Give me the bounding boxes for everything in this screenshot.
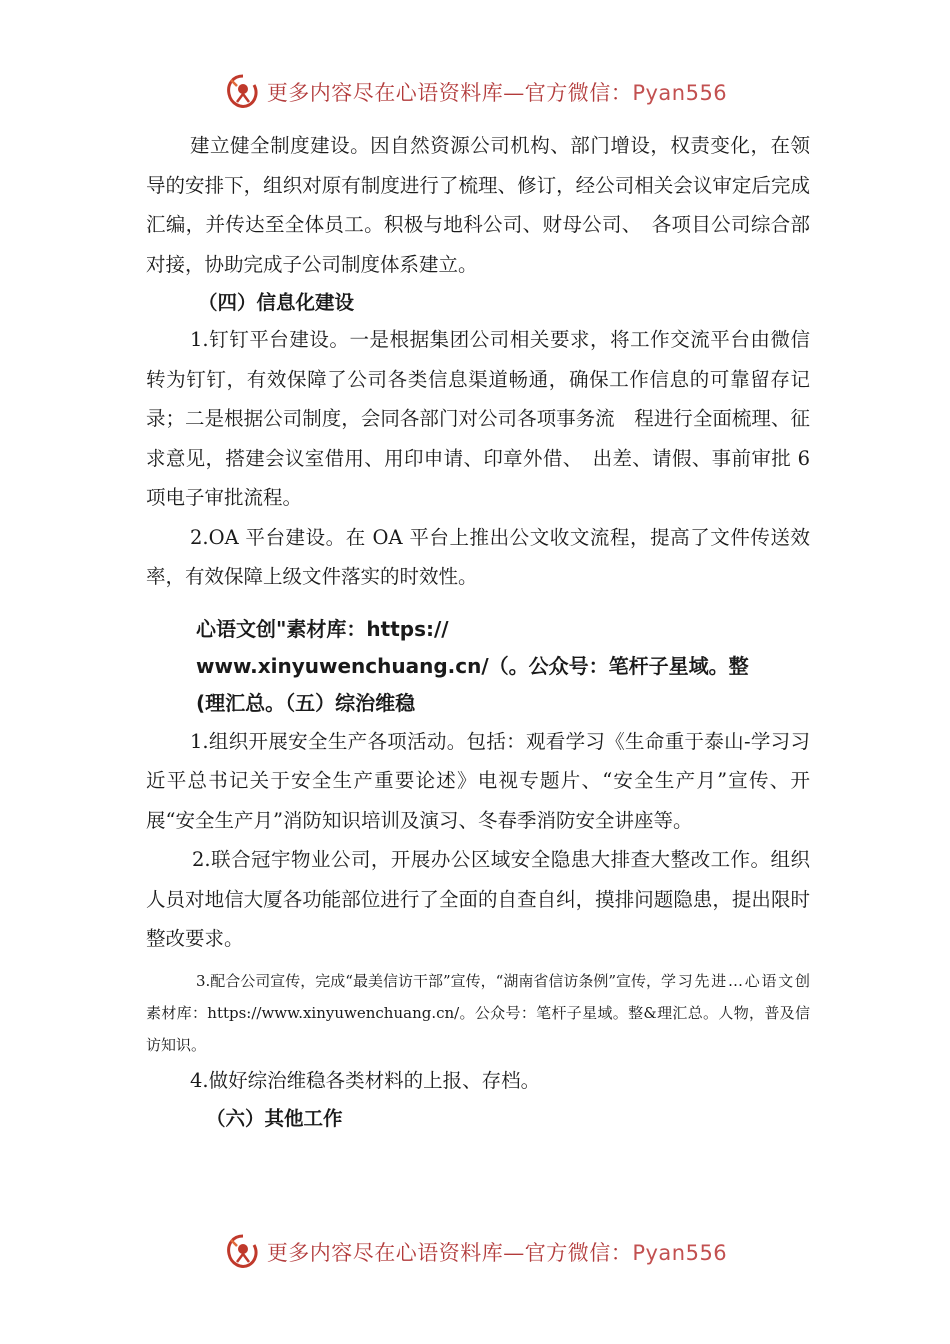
footer-banner [0, 1232, 950, 1272]
paragraph-dingtalk: 1.钉钉平台建设。一是根据集团公司相关要求，将工作交流平台由微信转为钉钉，有效保障了公司各类信息渠道畅通，确保工作信息的可靠留存记录；二是根据公司制度，会同各部门对公司各项事务流 程进行全面梳理、征求意见，搭建会议室借用、用印申请、印章外借、 出差、请假、事前审批 6 项电子审批流程。 [146, 328, 810, 509]
banner-text: 更多内容尽在心语资料库—官方微信： [266, 1241, 633, 1265]
paragraph-publicity-a: 3.配合公司宣传，完成“最美信访干部”宣传，“湖南省信访条例”宣传，学 [196, 971, 676, 990]
logo-icon [223, 72, 263, 112]
paragraph-hazard: 2.联合冠宇物业公司，开展办公区域安全隐患大排查大整改工作。组织人员对地信大厦各功能部位进行了全面的自查自纠，摸排问题隐患，提出限时整改要求。 [146, 848, 810, 950]
paragraph-archive: 4.做好综治维稳各类材料的上报、存档。 [190, 1068, 541, 1092]
logo-icon [223, 1232, 263, 1272]
paragraph-oa: 2.OA 平台建设。在 OA 平台上推出公文收文流程，提高了文件传送效率，有效保障上级文件落实的时效性。 [146, 525, 810, 588]
ad-line-3-heading: (理汇总。（五）综治维稳 [196, 690, 416, 715]
paragraph-publicity [146, 965, 810, 1061]
ad-line-2: www.xinyuwenchuang.cn/（。公众号：笔杆子星域。整 [196, 653, 749, 678]
header-banner [0, 72, 950, 112]
paragraph-system-building: 建立健全制度建设。因自然资源公司机构、部门增设，权责变化，在领导的安排下，组织对原有制度进行了梳理、修订，经公司相关会议审定后完成汇编，并传达至全体员工。积极与地科公司、财母公司、 各项目公司综合部对接，协助完成子公司制度体系建立。 [146, 134, 810, 276]
paragraph-publicity-b: 习先进…心语文创素材库：https://www.xinyuwenchuang.cn/。公众号：笔杆子星域。整&理汇总。人物，普及信访知识。 [146, 971, 810, 1054]
banner-text: 更多内容尽在心语资料库—官方微信： [266, 81, 633, 105]
heading-informatization: （四）信息化建设 [198, 291, 355, 314]
paragraph-safety: 1.组织开展安全生产各项活动。包括：观看学习《生命重于泰山-学习习近平总书记关于安全生产重要论述》电视专题片、“安全生产月”宣传、开展“安全生产月”消防知识培训及演习、冬春季消防安全讲座等。 [146, 729, 810, 832]
banner-wechat-id: Pyan556 [632, 81, 728, 105]
ad-line-1: 心语文创"素材库：https:// [196, 616, 449, 641]
heading-other-work: （六）其他工作 [206, 1107, 343, 1130]
document-body [146, 126, 810, 1136]
banner-wechat-id: Pyan556 [632, 1241, 728, 1265]
